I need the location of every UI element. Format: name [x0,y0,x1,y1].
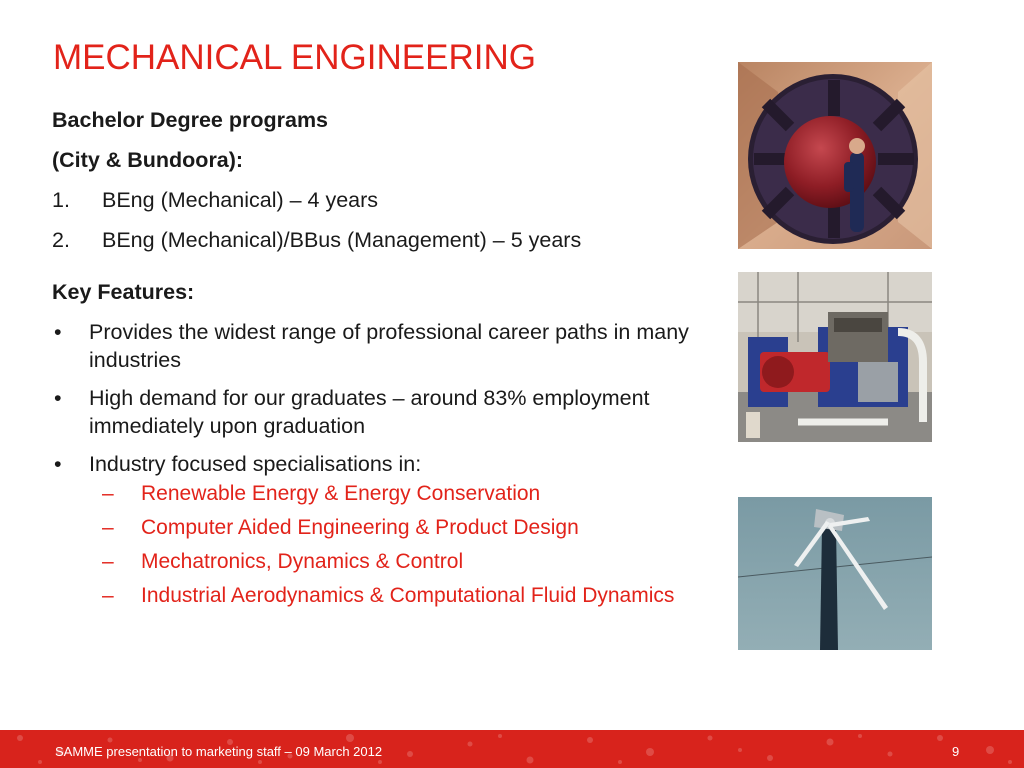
bullet-marker: • [54,386,62,410]
feature-item [52,384,692,440]
specialisation-text: Mechatronics, Dynamics & Control [141,550,464,573]
program-item [52,186,692,214]
slide-footer [0,730,1024,768]
feature-item [52,450,692,478]
program-item [52,226,692,254]
page-number: 9 [952,744,960,759]
specialisations-list [52,480,692,609]
specialisation-item [52,582,692,609]
specialisation-text: Renewable Energy & Energy Conservation [141,482,541,505]
wind-turbine-photo [738,497,932,650]
feature-text: Provides the widest range of professional career paths in many industries [89,320,689,372]
engine-test-rig-photo [738,272,932,442]
feature-item [52,318,692,374]
program-number: 1. [52,188,70,212]
specialisation-text: Computer Aided Engineering & Product Design [141,516,579,539]
feature-text: Industry focused specialisations in: [89,452,422,476]
footer-text: SAMME presentation to marketing staff – 09 March 2012 [55,744,383,759]
slide-content [52,106,692,616]
programs-heading-line2: (City & Bundoora): [52,148,244,172]
programs-heading-line1: Bachelor Degree programs [52,108,329,132]
dash-marker: – [102,550,114,573]
program-text: BEng (Mechanical) – 4 years [102,188,379,212]
dash-marker: – [102,584,114,607]
specialisation-item [52,480,692,507]
dash-marker: – [102,482,114,505]
wind-tunnel-fan-photo [738,62,932,249]
specialisation-item [52,548,692,575]
specialisation-text: Industrial Aerodynamics & Computational Fluid Dynamics [141,584,675,607]
specialisation-item [52,514,692,541]
features-heading: Key Features: [52,280,195,304]
program-number: 2. [52,228,70,252]
feature-text: High demand for our graduates – around 83% employment immediately upon graduation [89,386,650,438]
dash-marker: – [102,516,114,539]
program-text: BEng (Mechanical)/BBus (Management) – 5 years [102,228,582,252]
bullet-marker: • [54,320,62,344]
bullet-marker: • [54,452,62,476]
slide-title: MECHANICAL ENGINEERING [53,38,536,77]
